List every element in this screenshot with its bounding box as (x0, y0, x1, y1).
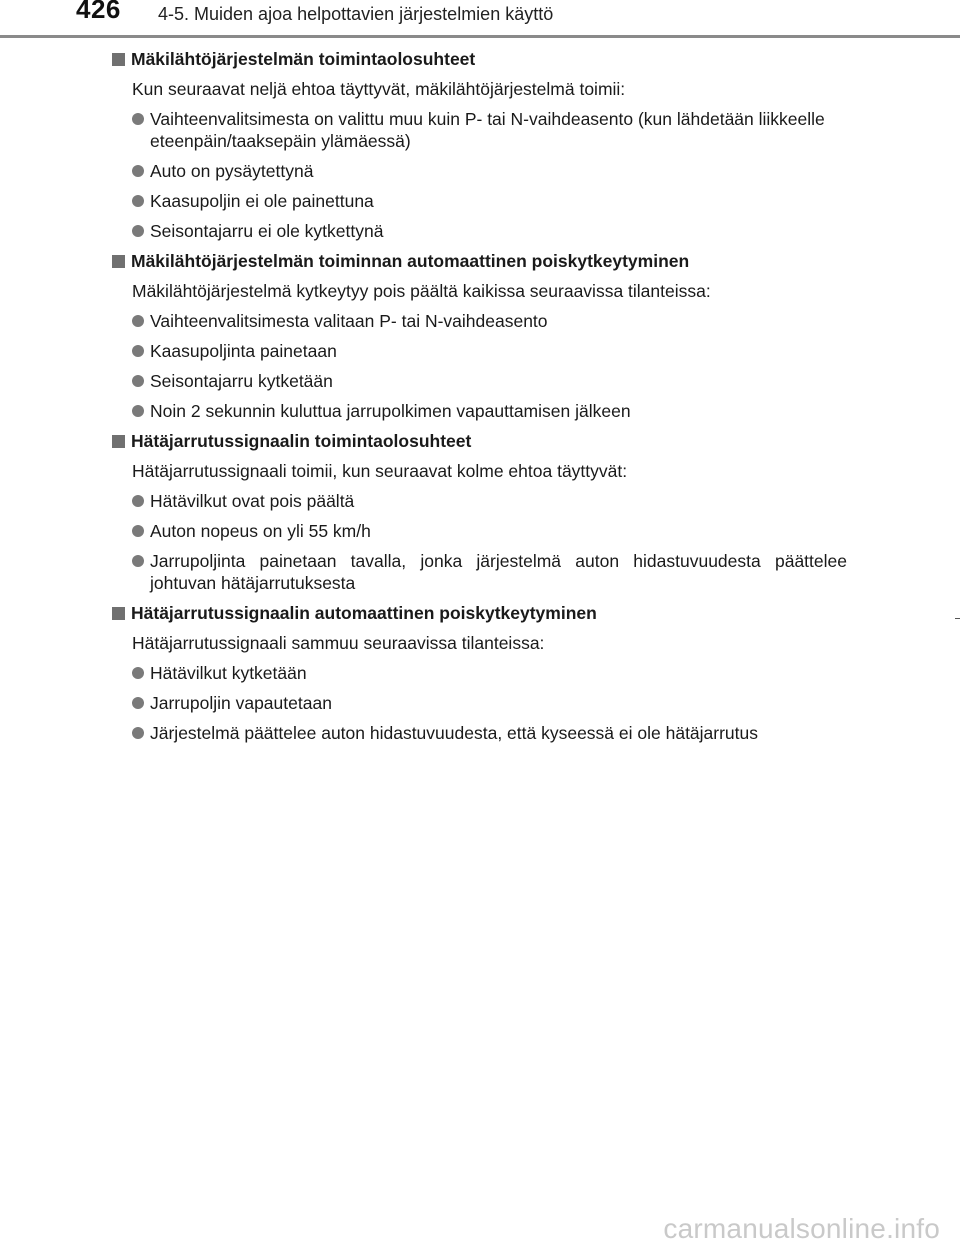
list-item (132, 370, 847, 392)
header-divider (0, 35, 960, 38)
list-item (132, 400, 847, 422)
page-number: 426 (76, 0, 121, 24)
section-emergency-signal-conditions (112, 430, 847, 594)
circle-bullet-icon (132, 225, 144, 237)
circle-bullet-icon (132, 165, 144, 177)
section-intro: Hätäjarrutussignaali sammuu seuraavissa tilanteissa: (132, 633, 545, 653)
section-emergency-signal-auto-off (112, 602, 847, 744)
circle-bullet-icon (132, 405, 144, 417)
list-item (132, 160, 847, 182)
list-item (132, 340, 847, 362)
section-hill-start-conditions (112, 48, 847, 242)
list-item (132, 190, 847, 212)
section-intro: Kun seuraavat neljä ehtoa täyttyvät, mäkilähtöjärjestelmä toimii: (132, 79, 626, 99)
list-item-text: Seisontajarru kytketään (150, 371, 333, 391)
section-intro: Mäkilähtöjärjestelmä kytkeytyy pois päältä kaikissa seuraavissa tilanteissa: (132, 281, 711, 301)
chapter-title: 4-5. Muiden ajoa helpottavien järjestelmien käyttö (158, 4, 554, 24)
circle-bullet-icon (132, 345, 144, 357)
square-bullet-icon (112, 53, 125, 66)
list-item-text: Kaasupoljinta painetaan (150, 341, 337, 361)
list-item (132, 310, 847, 332)
circle-bullet-icon (132, 727, 144, 739)
section-intro: Hätäjarrutussignaali toimii, kun seuraavat kolme ehtoa täyttyvät: (132, 461, 628, 481)
list-item-text: Jarrupoljin vapautetaan (150, 693, 332, 713)
list-item (132, 692, 847, 714)
list-item-text: Kaasupoljin ei ole painettuna (150, 191, 374, 211)
section-heading-text: Hätäjarrutussignaalin toimintaolosuhteet (131, 431, 472, 451)
list-item (132, 490, 847, 512)
list-item-text: Järjestelmä päättelee auton hidastuvuudesta, että kyseessä ei ole hätäjarrutus (150, 723, 759, 743)
circle-bullet-icon (132, 375, 144, 387)
list-item-text: Auto on pysäytettynä (150, 161, 314, 181)
section-heading (112, 48, 847, 70)
list-item (132, 520, 847, 542)
circle-bullet-icon (132, 697, 144, 709)
square-bullet-icon (112, 435, 125, 448)
list-item-text: Hätävilkut kytketään (150, 663, 307, 683)
list-item (132, 220, 847, 242)
watermark: carmanualsonline.info (663, 1213, 940, 1244)
section-heading (112, 250, 847, 272)
circle-bullet-icon (132, 555, 144, 567)
section-heading-text: Mäkilähtöjärjestelmän toiminnan automaattinen poiskytkeytyminen (131, 251, 690, 271)
list-item (132, 662, 847, 684)
list-item (132, 550, 847, 594)
section-hill-start-auto-off (112, 250, 847, 422)
list-item-text: Seisontajarru ei ole kytkettynä (150, 221, 384, 241)
circle-bullet-icon (132, 525, 144, 537)
list-item (132, 722, 847, 744)
page-content (112, 48, 847, 752)
margin-tick (955, 618, 960, 619)
square-bullet-icon (112, 607, 125, 620)
circle-bullet-icon (132, 315, 144, 327)
page-header (0, 0, 960, 38)
section-heading (112, 430, 847, 452)
circle-bullet-icon (132, 113, 144, 125)
list-item-text: Hätävilkut ovat pois päältä (150, 491, 355, 511)
circle-bullet-icon (132, 495, 144, 507)
circle-bullet-icon (132, 667, 144, 679)
list-item-text: Vaihteenvalitsimesta valitaan P- tai N-vaihdeasento (150, 311, 548, 331)
section-heading (112, 602, 847, 624)
list-item-text: Noin 2 sekunnin kuluttua jarrupolkimen vapauttamisen jälkeen (150, 401, 631, 421)
section-heading-text: Hätäjarrutussignaalin automaattinen poiskytkeytyminen (131, 603, 597, 623)
section-heading-text: Mäkilähtöjärjestelmän toimintaolosuhteet (131, 49, 476, 69)
square-bullet-icon (112, 255, 125, 268)
list-item-text: Vaihteenvalitsimesta on valittu muu kuin P- tai N-vaihdeasento (kun lähdetään liikkeelle eteenpäin/taaksepäin ylämäessä) (150, 109, 825, 151)
list-item-text: Auton nopeus on yli 55 km/h (150, 521, 371, 541)
list-item (132, 108, 847, 152)
list-item-text: Jarrupoljinta painetaan tavalla, jonka järjestelmä auton hidastuvuudesta päättelee johtuvan hätäjarrutuksesta (150, 551, 847, 593)
circle-bullet-icon (132, 195, 144, 207)
